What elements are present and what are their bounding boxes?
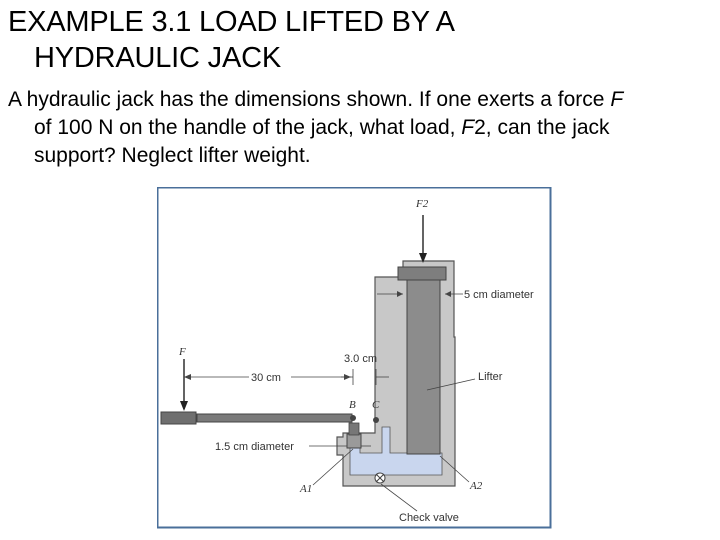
pivot-b (350, 415, 356, 421)
pivot-distance-label: 3.0 cm (344, 353, 378, 365)
lifter-piston (407, 279, 440, 454)
jack-handle (197, 414, 352, 422)
title-line-1: EXAMPLE 3.1 LOAD LIFTED BY A (8, 6, 455, 38)
area-a1-label: A1 (300, 483, 313, 495)
title-line-2: HYDRAULIC JACK (34, 42, 281, 74)
check-valve-label: Check valve (399, 512, 459, 524)
problem-line-1-text: A hydraulic jack has the dimensions shown. If one exerts a force (8, 88, 611, 111)
point-b-label: B (349, 399, 356, 411)
lifter-label: Lifter (478, 371, 503, 383)
problem-line-2 (8, 114, 714, 142)
problem-line-3: support? Neglect lifter weight. (34, 144, 311, 167)
problem-statement (8, 86, 714, 170)
small-piston (347, 434, 361, 448)
f2-label: F2 (416, 198, 429, 210)
problem-line-2-text: of 100 N on the handle of the jack, what load, (34, 116, 462, 139)
handle-grip (161, 412, 196, 424)
load-variable: F (461, 116, 475, 139)
piston-rod (349, 423, 359, 435)
lifter-cap (398, 267, 446, 280)
pivot-c (373, 417, 379, 423)
f-label: F (179, 346, 186, 358)
piston-diameter-label: 5 cm diameter (464, 289, 534, 301)
small-piston-diameter-label: 1.5 cm diameter (215, 441, 294, 453)
slide-title (8, 4, 708, 76)
problem-line-1 (8, 88, 623, 111)
hydraulic-jack-diagram (157, 187, 552, 529)
point-c-label: C (372, 399, 380, 411)
problem-line-2-tail: 2, can the jack (474, 116, 610, 139)
handle-length-label: 30 cm (251, 372, 281, 384)
force-variable: F (610, 88, 624, 111)
area-a2-label: A2 (470, 480, 483, 492)
